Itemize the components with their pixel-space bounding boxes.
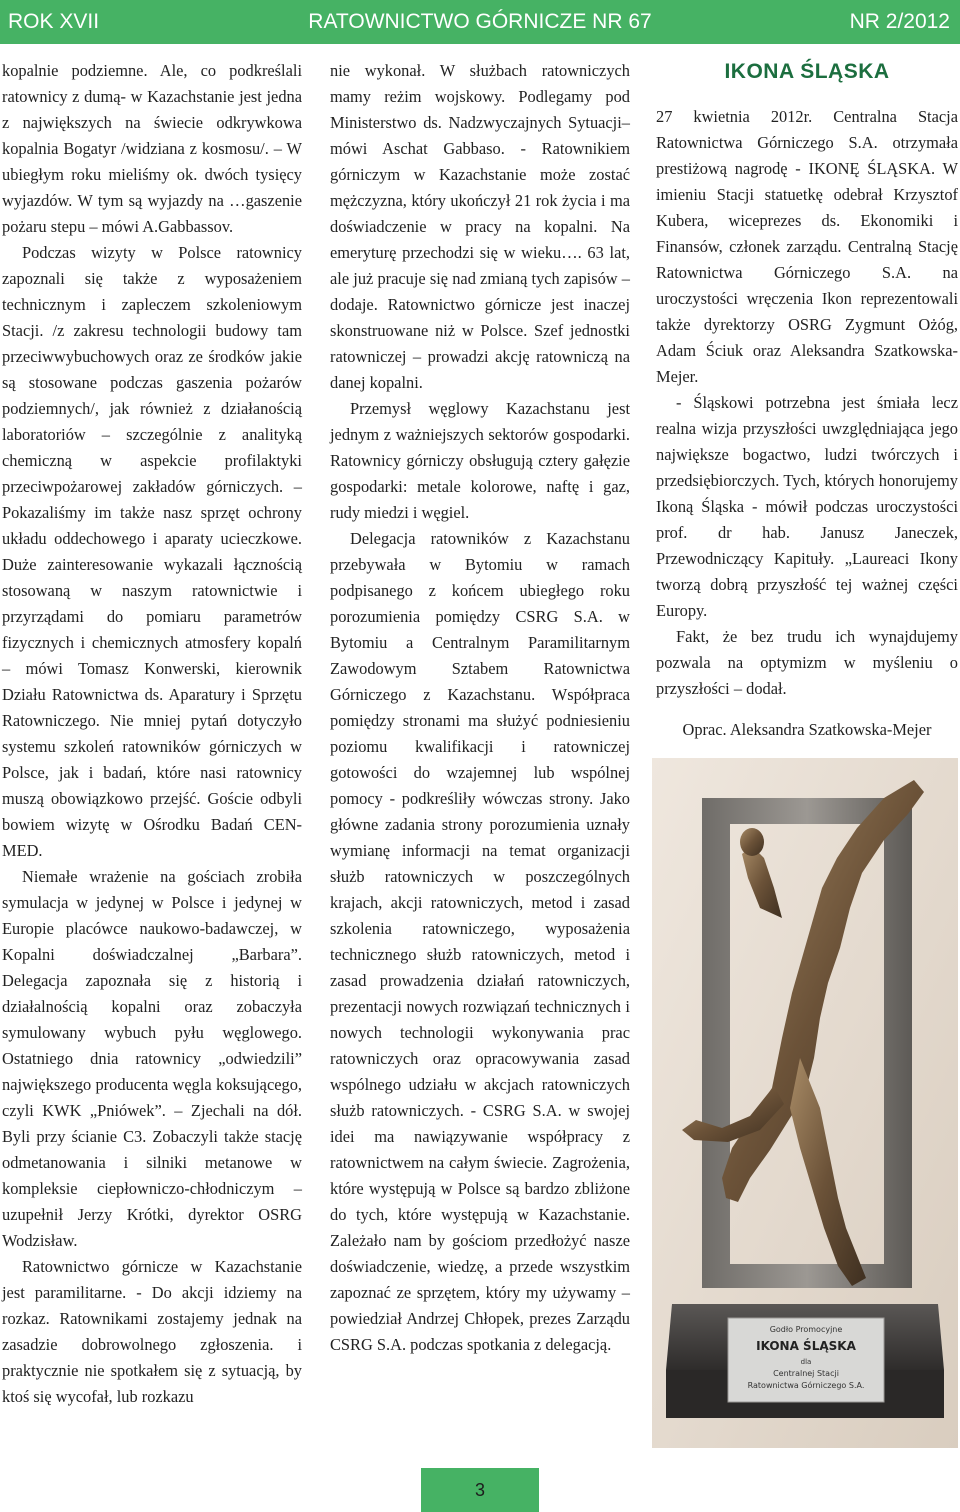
sidebar-title: IKONA ŚLĄSKA bbox=[724, 60, 890, 83]
paragraph: 27 kwietnia 2012r. Centralna Stacja Ratownictwa Górniczego S.A. otrzymała prestiżową nagrodę - IKONĘ ŚLĄSKA. W imieniu Stacji statuetkę odebrał Krzysztof Kubera, wiceprezes ds. Ekonomiki i Finansów, członek zarządu. Centralną Stację Ratownictwa Górniczego S.A. na uroczystości wręczenia Ikon reprezentowali także dyrektorzy OSRG Zygmunt Ożóg, Adam Ściuk oraz Aleksandra Szatkowska-Mejer. bbox=[656, 107, 958, 386]
paragraph: Przemysł węglowy Kazachstanu jest jednym z ważniejszych sektorów gospodarki. Ratownicy górniczy obsługują cztery gałęzie gospodarki: metale kolorowe, naftę i gaz, rudy miedzi i węgiel. bbox=[330, 399, 630, 522]
plaque-line: IKONA ŚLĄSKA bbox=[756, 1339, 856, 1353]
article-column-2 bbox=[330, 58, 630, 1358]
page-number: 3 bbox=[421, 1468, 539, 1512]
award-statuette-photo bbox=[652, 758, 958, 1448]
paragraph: Delegacja ratowników z Kazachstanu przebywała w Bytomiu w ramach podpisanego z końcem ubiegłego roku porozumienia pomiędzy CSRG S.A. w Bytomiu a Centralnym Paramilitarnym Zawodowym Sztabem Ratownictwa Górniczego z Kazachstanu. Współpraca pomiędzy stronami ma służyć podniesieniu poziomu kwalifikacji i ratowniczej gotowości do wzajemnej lub wspólnej pomocy - podkreśliły wówczas strony. Jako główne zadania strony porozumienia uznały wymianę informacji na temat organizacji służb ratowniczych w poszczególnych krajach, akcji ratowniczych, metod i zasad szkolenia ratowniczego, wyposażenia technicznego służb ratowniczych, metod i zasad prowadzenia działań ratowniczych, prezentacji nowych rozwiązań technicznych i nowych technologii wykonywania prac ratowniczych oraz opracowywania zasad wspólnego udziału w akcjach ratowniczych służb ratowniczych. - CSRG S.A. w swojej idei ma nawiązywanie współpracy z ratownictwem na całym świecie. Zagrożenia, które występują w Polsce są bardzo zbliżone do tych, które występują w Kazachstanie. Zależało nam by gościom przedłożyć nasze doświadczenie, wiedzę, a przede wszystkim zapoznać ze sprzętem, który my używamy – powiedział Andrzej Chłopek, prezes Zarządu CSRG S.A. podczas spotkania z delegacją. bbox=[330, 529, 630, 1354]
plaque-line: Centralnej Stacji bbox=[773, 1369, 839, 1378]
header-journal-title: RATOWNICTWO GÓRNICZE NR 67 bbox=[308, 10, 652, 33]
header-issue: NR 2/2012 bbox=[849, 10, 950, 33]
plaque-line: Ratownictwa Górniczego S.A. bbox=[747, 1381, 865, 1390]
paragraph: kopalnie podziemne. Ale, co podkreślali ratownicy z dumą- w Kazachstanie jest jedna z największych na świecie odkrywkowa kopalnia Bogatyr /widziana z kosmosu/. – W ubiegłym roku mieliśmy ok. dwóch tysięcy wyjazdów. W tym są wyjazdy na …gaszenie pożaru stepu – mówi A.Gabbassov. bbox=[2, 61, 302, 236]
header-volume: ROK XVII bbox=[8, 10, 100, 33]
paragraph: Fakt, że bez trudu ich wynajdujemy pozwala na optymizm w myśleniu o przyszłości – dodał. bbox=[656, 627, 958, 698]
paragraph: Niemałe wrażenie na gościach zrobiła symulacja w jedynej w Polsce i jedynej w Europie placówce naukowo-badawczej, w Kopalni doświadczalnej „Barbara”. Delegacja zapoznała się z historią i działalnością kopalni oraz zobaczyła symulowany wybuch pyłu węglowego. Ostatniego dnia ratownicy „odwiedzili” największego producenta węgla koksującego, czyli KWK „Pniówek”. – Zjechali na dół. Byli przy ścianie C3. Zobaczyli także stację odmetanowania i silniki metanowe w kompleksie ciepłowniczo-chłodniczym – uzupełnił Jerzy Krótki, dyrektor OSRG Wodzisław. bbox=[2, 867, 302, 1250]
paragraph: Ratownictwo górnicze w Kazachstanie jest paramilitarne. - Do akcji idziemy na rozkaz. Ratownikami zostajemy jednak na zasadzie dobrowolnego zgłoszenia. i praktycznie nie spotkałem się z sytuacją, by ktoś się wycofał, lub rozkazu bbox=[2, 1257, 302, 1406]
article-column-1 bbox=[2, 58, 302, 1410]
author-credit: Oprac. Aleksandra Szatkowska-Mejer bbox=[682, 720, 932, 739]
paragraph: - Śląskowi potrzebna jest śmiała lecz realna wizja przyszłości uwzględniająca jego największe bogactwo, ludzi twórczych i przedsiębiorczych. Tych, których honorujemy Ikoną Śląska - mówił podczas uroczystości prof. dr hab. Janusz Janeczek, Przewodniczący Kapituły. „Laureaci Ikony tworzą dobrą przyszłość tej ważnej części Europy. bbox=[656, 393, 958, 620]
paragraph: nie wykonał. W służbach ratowniczych mamy reżim wojskowy. Podlegamy pod Ministerstwo ds. Nadzwyczajnych Sytuacji– mówi Aschat Gabbaso. - Ratownikiem górniczym w Kazachstanie może zostać mężczyzna, który ukończył 21 rok życia i ma doświadczenie w pracy na kopalni. Na emeryturę przechodzi się w wieku…. 63 lat, ale już pracuje się nad zmianą tych zapisów – dodaje. Ratownictwo górnicze jest inaczej skonstruowane niż w Polsce. Szef jednostki ratowniczej – prowadzi akcję ratowniczą na danej kopalni. bbox=[330, 61, 630, 392]
page-header bbox=[0, 0, 960, 44]
paragraph: Podczas wizyty w Polsce ratownicy zapoznali się także z wyposażeniem technicznym i zapleczem szkoleniowym Stacji. /z zakresu technologii budowy tam przeciwwybuchowych oraz ze środków jakie są stosowane podczas gaszenia pożarów podziemnych/, jak również z działanością laboratoriów – szczególnie z analityką chemiczną w aspekcie profilaktyki przeciwpożarowej zakładów górniczych. – Pokazaliśmy im także nasz sprzęt ochrony układu oddechowego i aparaty ucieczkowe. Duże zainteresowanie wykazali łącznością stosowaną w naszym ratownictwie i przyrządami do pomiaru parametrów fizycznych i chemicznych atmosfery kopalń – mówi Tomasz Konwerski, kierownik Działu Ratownictwa ds. Aparatury i Sprzętu Ratowniczego. Nie mniej pytań dotyczyło systemu szkoleń ratowników górniczych w Polsce, jak i badań, które nasi ratownicy muszą obowiązkowo przejść. Goście odbyli bowiem wizytę w Ośrodku Badań CEN-MED. bbox=[2, 243, 302, 860]
statuette-image bbox=[652, 758, 958, 1448]
plaque-line: Godło Promocyjne bbox=[769, 1325, 843, 1334]
sidebar-column bbox=[656, 104, 958, 702]
plaque-line: dla bbox=[800, 1358, 812, 1366]
